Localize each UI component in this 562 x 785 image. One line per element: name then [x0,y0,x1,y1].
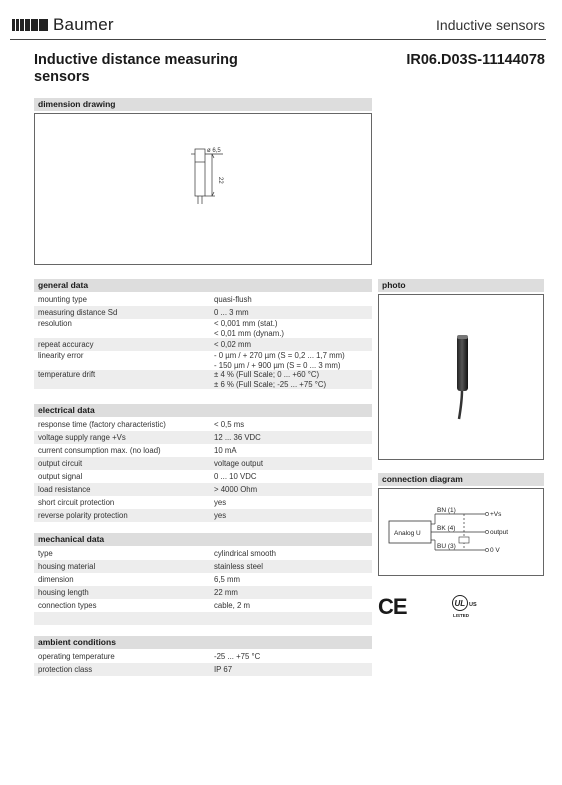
wire-bk-signal: output [490,529,509,536]
diameter-label: ø 6,5 [207,148,221,154]
electrical-data-heading: electrical data [34,404,372,417]
table-row: short circuit protection yes [38,498,227,507]
wire-bu-signal: 0 V [490,547,500,554]
svg-text:LISTED: LISTED [453,613,470,618]
table-row: output circuit voltage output [34,457,372,470]
table-row: dimension 6,5 mm [38,575,240,584]
dimension-drawing-heading: dimension drawing [34,98,372,111]
general-data-section [34,279,372,389]
part-number: IR06.D03S-11144078 [406,52,545,68]
wire-bn-code: BN (1) [437,507,456,514]
table-row: type cylindrical smooth [38,549,276,558]
table-row: repeat accuracy < 0,02 mm [34,338,372,351]
general-data-heading: general data [34,279,372,292]
ce-mark-icon: CE [378,594,407,619]
wire-bk-code: BK (4) [437,525,456,532]
category-label: Inductive sensors [436,17,545,33]
sensor-dimension-drawing [35,114,371,264]
ul-listed-mark-icon [446,594,496,620]
table-row: load resistance > 4000 Ohm [34,483,372,496]
length-label: 22 [217,177,223,184]
table-row: mounting type quasi-flush [38,295,252,304]
product-photo [378,294,544,460]
svg-text:UL: UL [454,599,466,608]
connection-diagram-heading: connection diagram [378,473,544,486]
table-row: linearity error - 0 µm / + 270 µm (S = 0,2 ... 1,7 mm) - 150 µm / + 900 µm (S = 0 ... 3 mm) [38,351,345,370]
logo-mark-icon [12,19,48,31]
table-row: temperature drift ± 4 % (Full Scale; 0 ... +60 °C) ± 6 % (Full Scale; -25 ... +75 °C) [34,370,372,389]
photo-heading: photo [378,279,544,292]
header-divider [10,39,546,40]
electrical-data-section [34,404,372,522]
connection-diagram-panel [378,488,544,576]
ambient-conditions-section [34,636,372,676]
table-row [34,612,372,625]
table-row: housing length 22 mm [34,586,372,599]
mechanical-data-heading: mechanical data [34,533,372,546]
table-row: output signal 0 ... 10 VDC [38,472,257,481]
wire-bu-code: BU (3) [437,543,456,550]
table-row: operating temperature -25 ... +75 °C [38,652,261,661]
product-title: Inductive distance measuring sensors [34,52,238,85]
sensor-photo-image [379,295,543,459]
table-row: response time (factory characteristic) < 0,5 ms [38,420,245,429]
table-row: voltage supply range +Vs 12 ... 36 VDC [34,431,372,444]
mechanical-data-section [34,533,372,625]
svg-text:US: US [469,602,477,608]
table-row: protection class IP 67 [34,663,372,676]
table-row: connection types cable, 2 m [38,601,250,610]
table-row: current consumption max. (no load) 10 mA [38,446,237,455]
brand-name: Baumer [53,15,114,34]
brand-logo [12,16,114,34]
wiring-diagram [379,489,543,575]
table-row: reverse polarity protection yes [34,509,372,522]
table-row: resolution < 0,001 mm (stat.) < 0,01 mm (dynam.) [38,319,284,338]
dimension-drawing-panel [34,113,372,265]
table-row: measuring distance Sd 0 ... 3 mm [34,306,372,319]
analog-u-label: Analog U [394,530,421,537]
wire-bn-signal: +Vs [490,511,502,518]
ambient-conditions-heading: ambient conditions [34,636,372,649]
table-row: housing material stainless steel [34,560,372,573]
